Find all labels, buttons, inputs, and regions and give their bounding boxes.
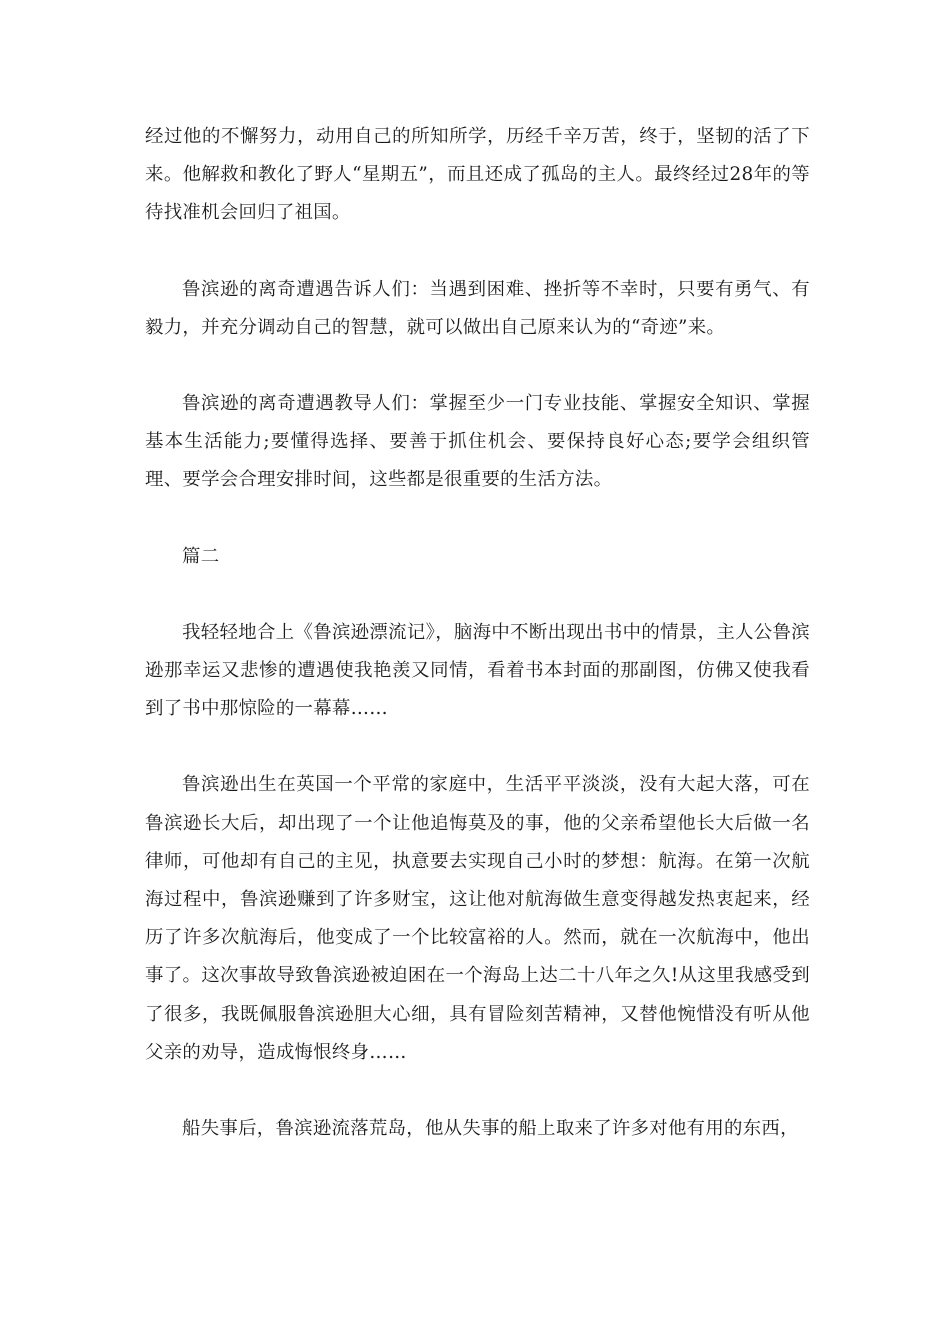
paragraph-5: 鲁滨逊出生在英国一个平常的家庭中，生活平平淡淡，没有大起大落，可在鲁滨逊长大后，却出现了一个让他追悔莫及的事，他的父亲希望他长大后做一名律师，可他却有自己的主见，执意要去实现自己小时的梦想：航海。在第一次航海过程中，鲁滨逊赚到了许多财宝，这让他对航海做生意变得越发热衷起来，经历了许多次航海后，他变成了一个比较富裕的人。然而，就在一次航海中，他出事了。这次事故导致鲁滨逊被迫困在一个海岛上达二十八年之久!从这里我感受到了很多，我既佩服鲁滨逊胆大心细，具有冒险刻苦精神，又替他惋惜没有听从他父亲的劝导，造成悔恨终身…… [145,774,810,1063]
paragraph-3: 鲁滨逊的离奇遭遇教导人们：掌握至少一门专业技能、掌握安全知识、掌握基本生活能力;要懂得选择、要善于抓住机会、要保持良好心态;要学会组织管理、要学会合理安排时间，这些都是很重要的生活方法。 [145,393,810,491]
paragraph-6: 船失事后，鲁滨逊流落荒岛，他从失事的船上取来了许多对他有用的东西， [182,1118,799,1140]
document-page [145,118,810,1186]
paragraph-2: 鲁滨逊的离奇遭遇告诉人们：当遇到困难、挫折等不幸时，只要有勇气、有毅力，并充分调动自己的智慧，就可以做出自己原来认为的“奇迹”来。 [145,278,810,338]
paragraph-1: 经过他的不懈努力，动用自己的所知所学，历经千辛万苦，终于，坚韧的活了下来。他解救和教化了野人“星期五”，而且还成了孤岛的主人。最终经过28年的等待找准机会回归了祖国。 [145,126,810,224]
section-heading: 篇二 [182,545,220,567]
paragraph-4: 我轻轻地合上《鲁滨逊漂流记》，脑海中不断出现出书中的情景，主人公鲁滨逊那幸运又悲惨的遭遇使我艳羡又同情，看着书本封面的那副图，仿佛又使我看到了书中那惊险的一幕幕…… [145,621,810,720]
